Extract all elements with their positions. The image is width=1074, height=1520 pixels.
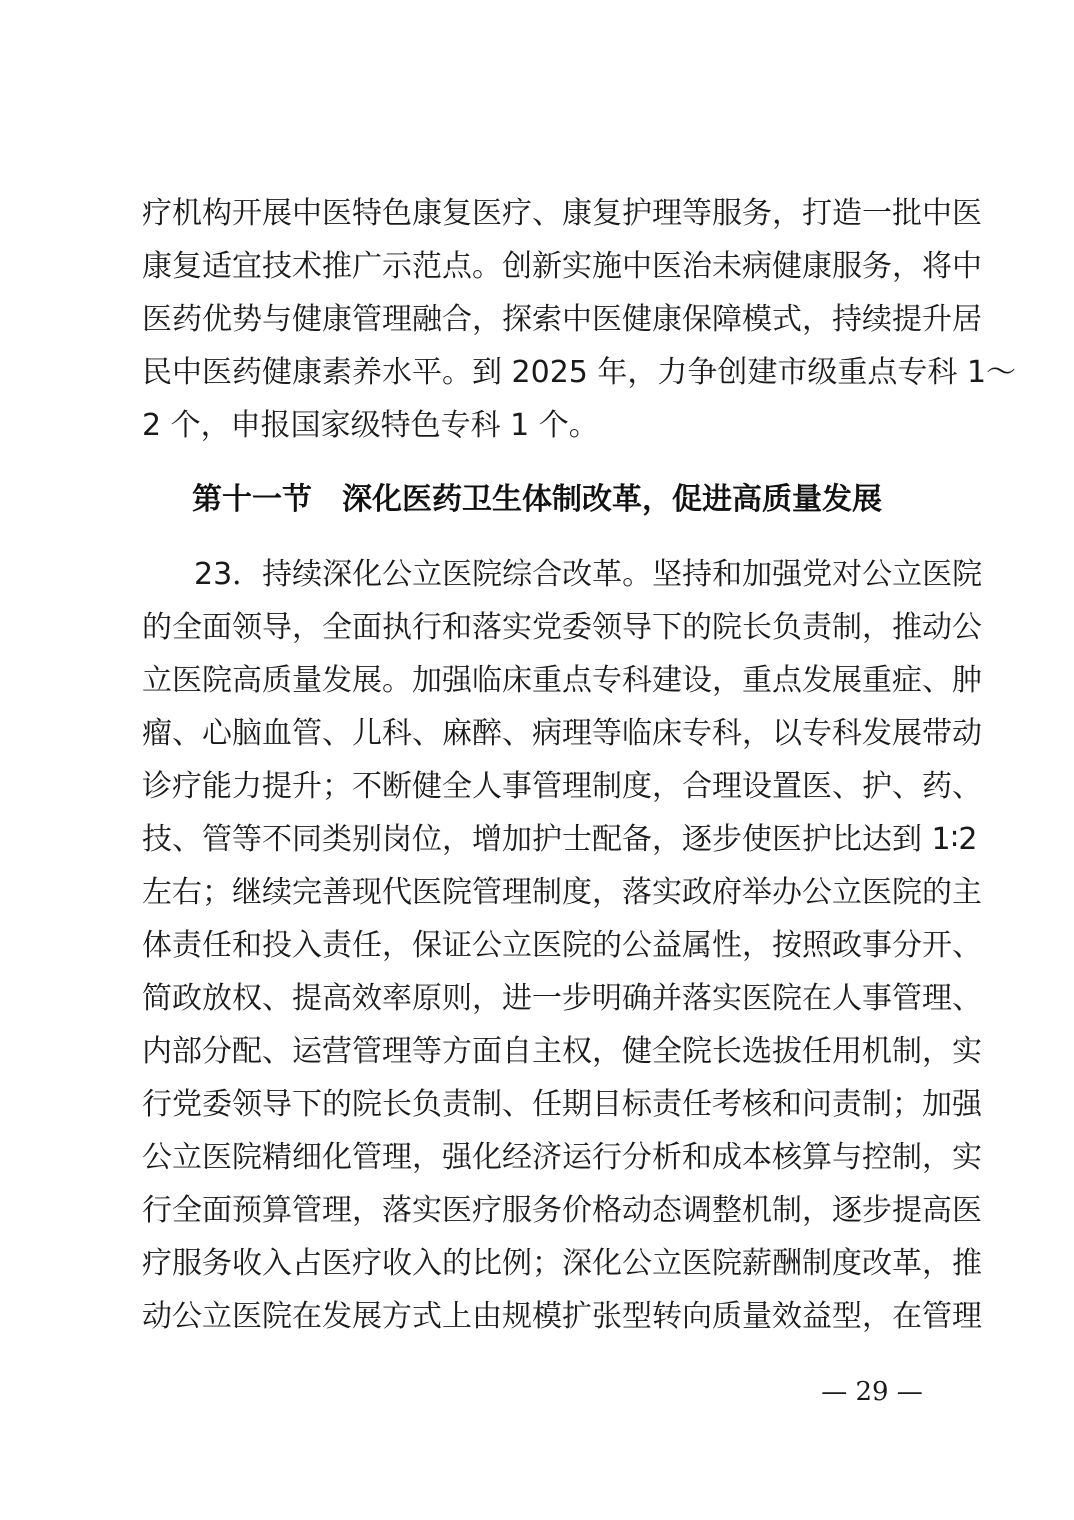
paragraph-2-line: 疗服务收入占医疗收入的比例；深化公立医院薪酬制度改革，推 xyxy=(142,1246,982,1281)
paragraph-2-line: 立医院高质量发展。加强临床重点专科建设，重点发展重症、肿 xyxy=(142,663,982,698)
page-number: — 29 — xyxy=(821,1377,923,1407)
paragraph-1-line: 医药优势与健康管理融合，探索中医健康保障模式，持续提升居 xyxy=(142,302,982,337)
paragraph-2-line: 行党委领导下的院长负责制、任期目标责任考核和问责制；加强 xyxy=(142,1087,982,1122)
paragraph-2-line: 左右；继续完善现代医院管理制度，落实政府举办公立医院的主 xyxy=(142,875,982,910)
section-heading: 第十一节 深化医药卫生体制改革，促进高质量发展 xyxy=(192,482,882,517)
paragraph-2-line: 体责任和投入责任，保证公立医院的公益属性，按照政事分开、 xyxy=(142,928,982,963)
paragraph-1-line: 康复适宜技术推广示范点。创新实施中医治未病健康服务，将中 xyxy=(142,249,982,284)
paragraph-2-line: 瘤、心脑血管、儿科、麻醉、病理等临床专科，以专科发展带动 xyxy=(142,716,982,751)
paragraph-2-line: 公立医院精细化管理，强化经济运行分析和成本核算与控制，实 xyxy=(142,1140,982,1175)
paragraph-2-line: 技、管等不同类别岗位，增加护士配备，逐步使医护比达到 1∶2 xyxy=(142,822,978,857)
paragraph-1-line: 疗机构开展中医特色康复医疗、康复护理等服务，打造一批中医 xyxy=(142,196,982,231)
paragraph-2-line: 行全面预算管理，落实医疗服务价格动态调整机制，逐步提高医 xyxy=(142,1193,982,1228)
paragraph-2-line: 的全面领导，全面执行和落实党委领导下的院长负责制，推动公 xyxy=(142,610,982,645)
paragraph-1-line: 2 个，申报国家级特色专科 1 个。 xyxy=(142,408,599,443)
paragraph-2-line: 简政放权、提高效率原则，进一步明确并落实医院在人事管理、 xyxy=(142,981,982,1016)
paragraph-1-line: 民中医药健康素养水平。到 2025 年，力争创建市级重点专科 1～ xyxy=(142,355,1017,390)
paragraph-2-line: 诊疗能力提升；不断健全人事管理制度，合理设置医、护、药、 xyxy=(142,769,982,804)
paragraph-2-line: 动公立医院在发展方式上由规模扩张型转向质量效益型，在管理 xyxy=(142,1299,982,1334)
paragraph-2-line: 23．持续深化公立医院综合改革。坚持和加强党对公立医院 xyxy=(194,557,983,592)
paragraph-2-line: 内部分配、运营管理等方面自主权，健全院长选拔任用机制，实 xyxy=(142,1034,982,1069)
